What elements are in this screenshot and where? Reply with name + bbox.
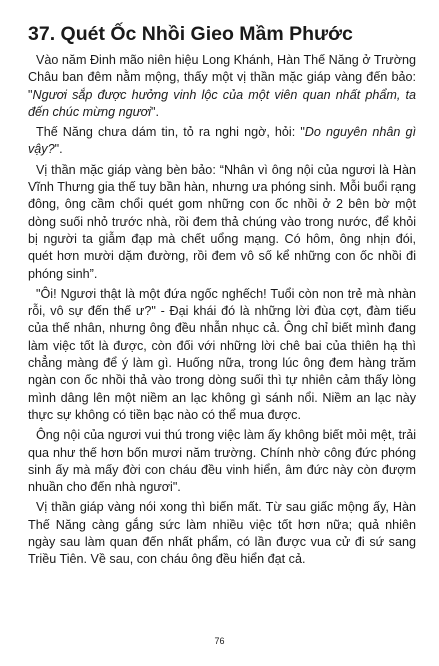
paragraph-6-text: Vị thần giáp vàng nói xong thì biến mất. Từ sau giấc mộng ấy, Hàn Thế Năng càng gắng sức làm nhiều việc tốt hơn nữa; quả nhiên ngày sau làm quan đến nhất phẩm, có lần được vua cử đi sứ sang Triều Tiên. Về sau, con cháu ông đều hiển đạt cả. [28, 500, 416, 567]
paragraph-2-text: Thế Năng chưa dám tin, tỏ ra nghi ngờ, hỏi: " [36, 125, 305, 140]
chapter-body [28, 52, 416, 572]
paragraph-4-text: "Ôi! Ngươi thật là một đứa ngốc nghếch! Tuổi còn non trẻ mà nhàn rỗi, vô sự đến thế ư?" - Đại khái đó là những lời đùa cợt, đàm tiếu của thế nhân, nhưng ông đều nhẫn nhục cả. Ông chỉ biết mình đang làm việc tốt là được, còn đối với những lời chê bai của thiên hạ thì chẳng màng để ý làm gì. Huống nữa, trong lúc ông đem hàng trăm ngàn con ốc nhồi thả vào trong dòng suối thì tự nhiên cảm thấy lòng mình dâng lên một niềm an lạc không gì sánh nổi. Niềm an lạc này thực sự không có tiền bạc nào có thể mua được. [28, 286, 416, 422]
paragraph-2-tail: ". [54, 142, 63, 157]
page-number: 76 [214, 636, 225, 646]
paragraph-1-text: Vào năm Đinh mão niên hiệu Long Khánh, Hàn Thế Năng ở Trường Châu ban đêm nằm mộng, thấy một vị thần mặc giáp vàng đến bảo: " [28, 53, 416, 102]
paragraph-4 [28, 286, 416, 424]
paragraph-1 [28, 52, 416, 121]
paragraph-2 [28, 124, 416, 159]
paragraph-3-text: Vị thần mặc giáp vàng bèn bảo: “Nhân vì ông nội của ngươi là Hàn Vĩnh Thưng gia thế tuy bần hàn, nhưng ưa phóng sinh. Mỗi buổi rạng đông, ông cầm chổi quét gom những con ốc nhồi ở 2 bên bờ một dòng suối nhỏ trước nhà, rồi đem thả chúng vào trong nước, để khỏi bị người ta giẫm đạp mà chết uổng mạng. Có hôm, ông nhịn đói, quét hơn mười dặm đường, rồi đem vô số kể những con ốc nhồi đi phóng sinh”. [28, 162, 416, 281]
chapter-title: 37. Quét Ốc Nhồi Gieo Mầm Phước [28, 23, 353, 45]
paragraph-5 [28, 427, 416, 496]
paragraph-5-text: Ông nội của ngươi vui thú trong việc làm ấy không biết mỏi mệt, trải qua như thế hơn bốn mươi năm trường. Chính nhờ công đức phóng sinh ấy mà mấy đời con cháu đều vinh hiển, âm đức này còn đượm nhuần cho đến nhà ngươi". [28, 428, 416, 495]
paragraph-1-quote: Ngươi sắp được hưởng vinh lộc của một viên quan nhất phẩm, ta đến chúc mừng ngươi [28, 87, 416, 119]
paragraph-2-quote: Do nguyên nhân gì vậy? [28, 125, 416, 157]
paragraph-3 [28, 162, 416, 283]
paragraph-1-tail: ". [151, 104, 159, 119]
paragraph-6 [28, 499, 416, 568]
